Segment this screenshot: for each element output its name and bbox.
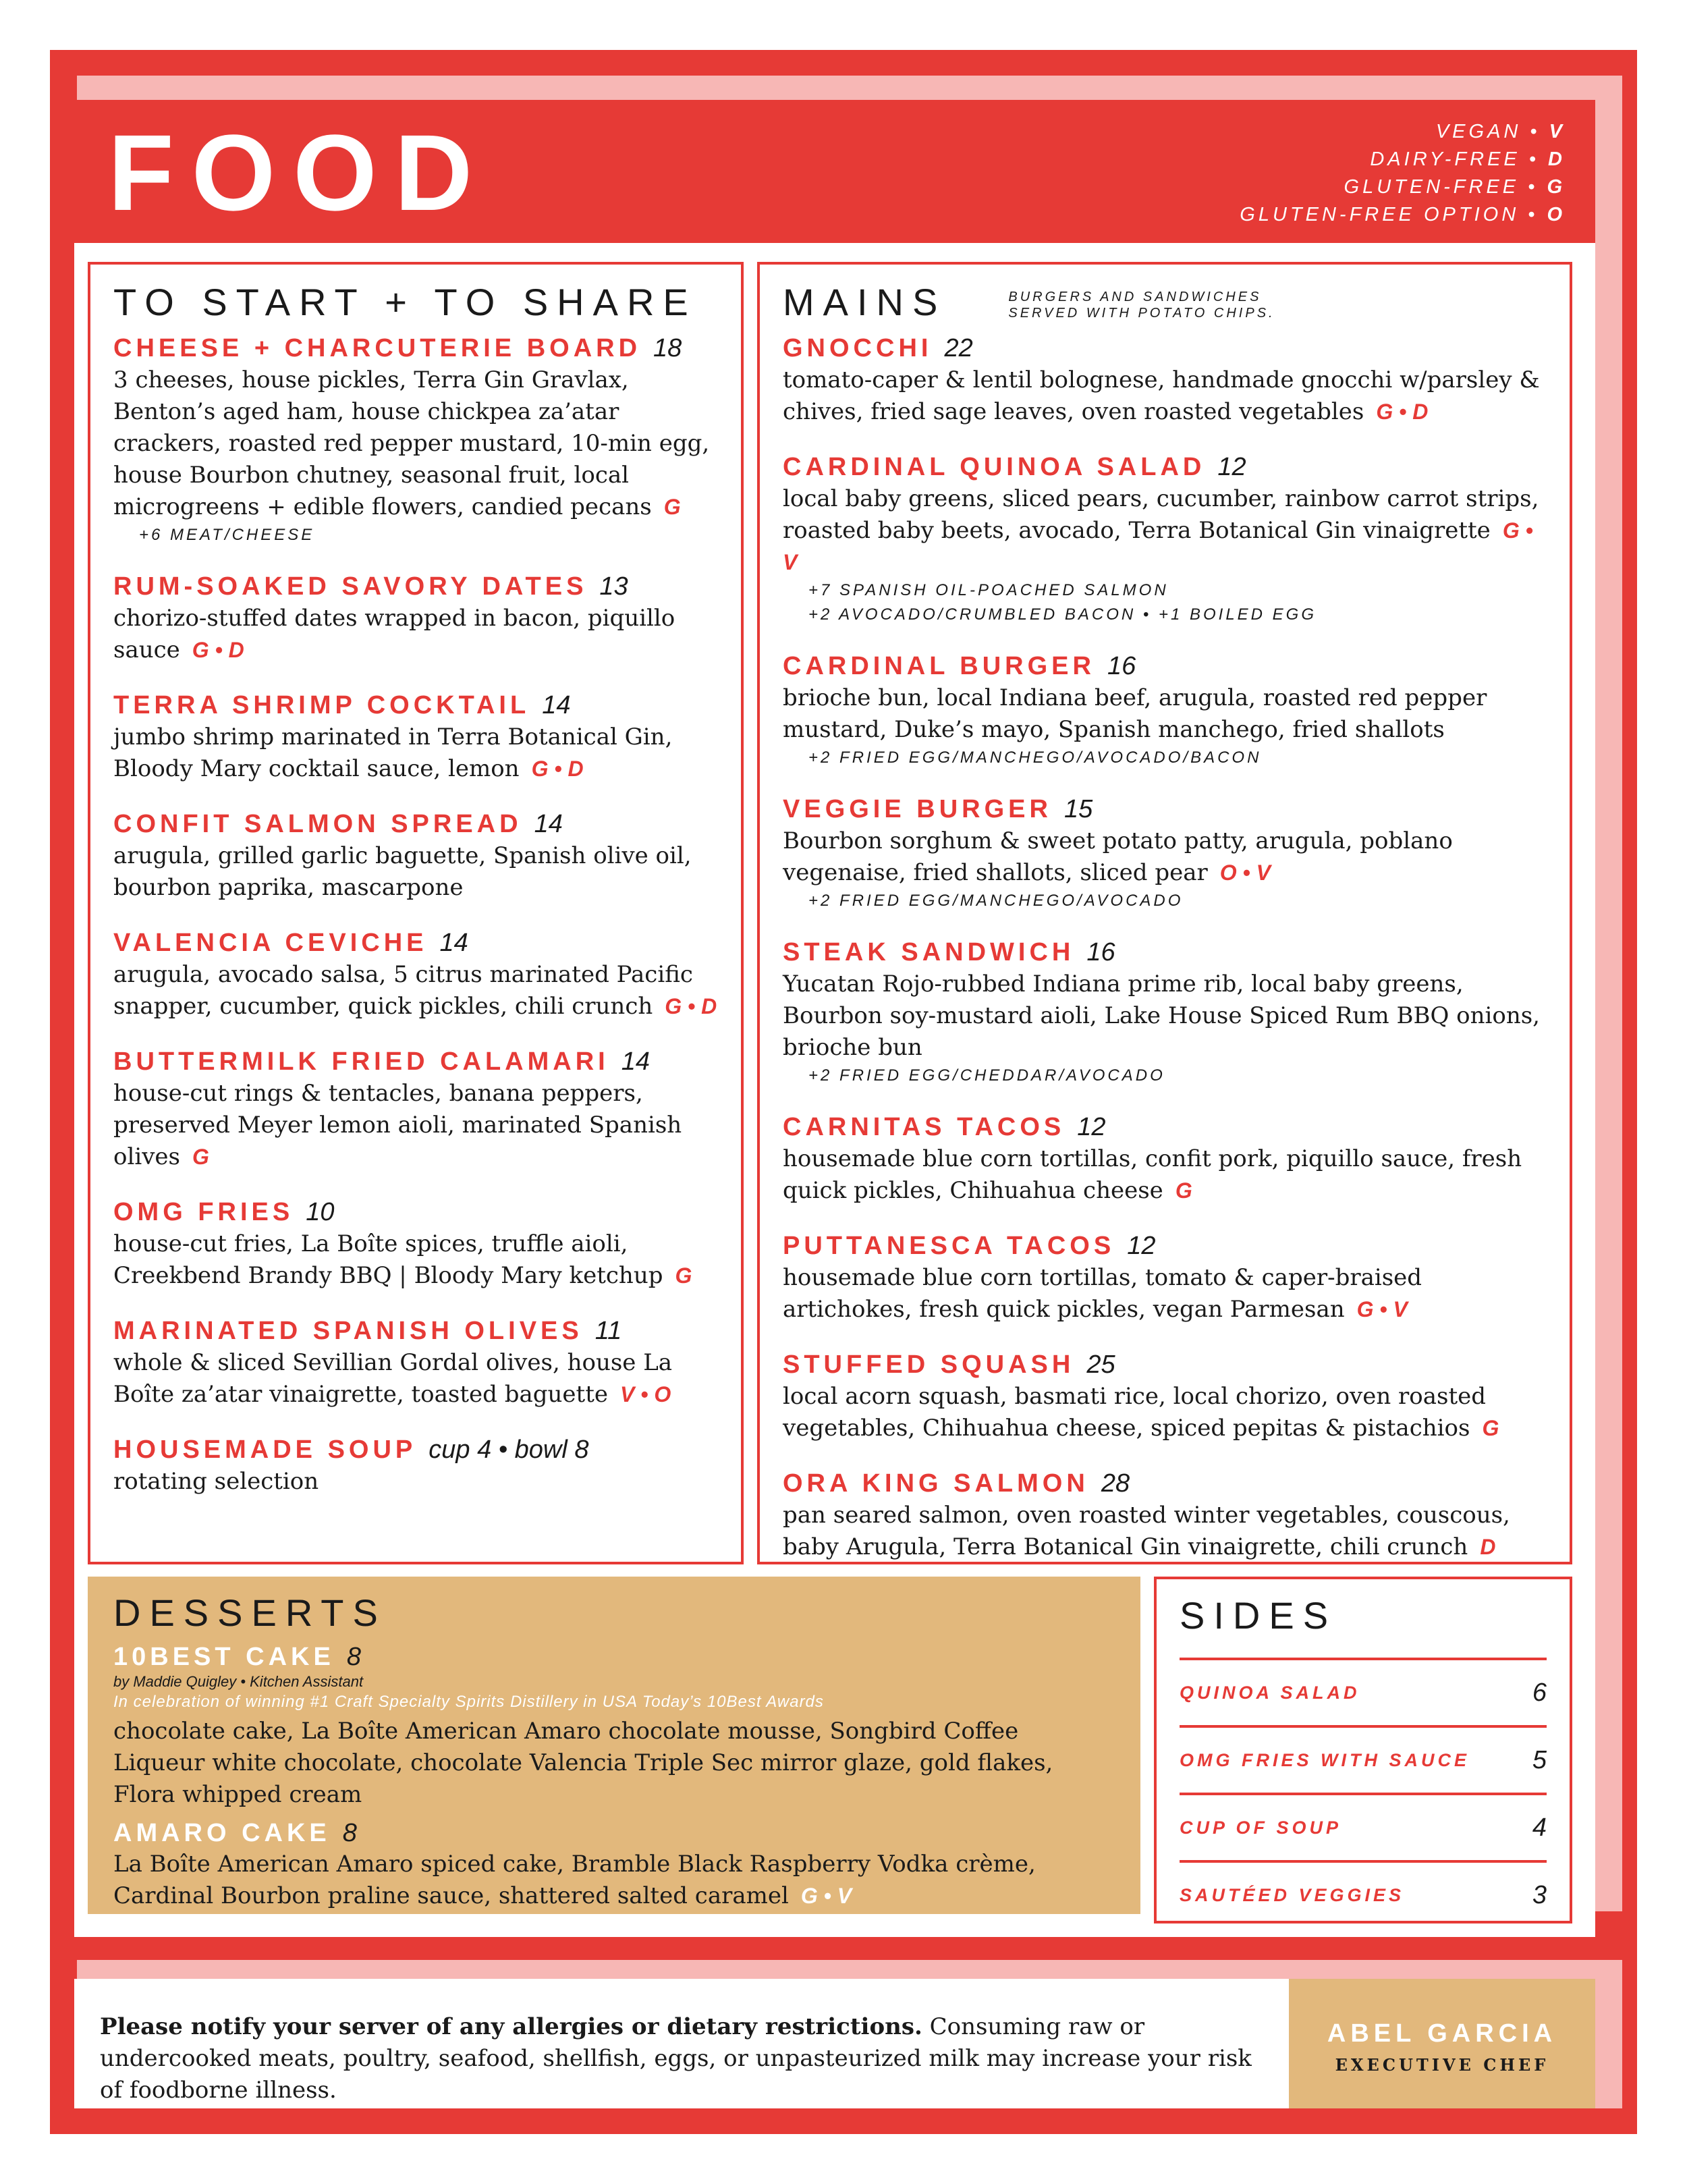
desserts-panel xyxy=(88,1577,1140,1933)
dessert-addon: +2 VANILLA BRIE ICE CREAM WITH LAKE HOUSE SPICED RUM xyxy=(139,1915,765,1933)
sides-list xyxy=(1180,1658,1547,1928)
mains-note: BURGERS AND SANDWICHES SERVED WITH POTATO CHIPS. xyxy=(1008,290,1275,321)
item-desc-text: rotating selection xyxy=(113,1468,319,1495)
item-name xyxy=(113,1196,718,1228)
legend-label: GLUTEN-FREE OPTION xyxy=(1240,204,1520,225)
side-name: OMG FRIES WITH SAUCE xyxy=(1180,1749,1470,1770)
item-price: cup 4 • bowl 8 xyxy=(428,1436,589,1464)
item-price: 13 xyxy=(599,572,628,601)
item-title: TERRA SHRIMP COCKTAIL xyxy=(113,691,530,719)
item-desc-text: local baby greens, sliced pears, cucumber, rainbow carrot strips, roasted baby beets, avocado, Terra Botanical Gin vinaigrette xyxy=(783,485,1539,544)
diet-tags: V • O xyxy=(619,1382,671,1407)
item-title: RUM-SOAKED SAVORY DATES xyxy=(113,572,588,601)
side-price: 5 xyxy=(1532,1745,1547,1774)
diet-tags: G • V xyxy=(783,518,1533,574)
item-desc-text: whole & sliced Sevillian Gordal olives, house La Boîte za’atar vinaigrette, toasted baguette xyxy=(113,1349,673,1408)
dessert-name: 10BEST CAKE 8 xyxy=(113,1643,361,1671)
dessert-celebration: In celebration of winning #1 Craft Specialty Spirits Distillery in USA Today’s 10Best Awards xyxy=(113,1693,824,1711)
menu-item xyxy=(783,1111,1547,1207)
item-desc-text: jumbo shrimp marinated in Terra Botanical Gin, Bloody Mary cocktail sauce, lemon xyxy=(113,724,673,782)
legend-row: VEGAN • V xyxy=(1435,121,1566,142)
legend-label: DAIRY-FREE xyxy=(1370,148,1520,170)
item-title: CONFIT SALMON SPREAD xyxy=(113,810,522,838)
item-desc xyxy=(113,1466,718,1498)
item-desc-text: chorizo-stuffed dates wrapped in bacon, piquillo sauce xyxy=(113,605,675,663)
item-desc xyxy=(783,1262,1547,1326)
allergy-notice-bold: Please notify your server of any allergies or dietary restrictions. xyxy=(100,2013,922,2040)
item-price: 15 xyxy=(1063,795,1093,823)
dessert-desc: chocolate cake, La Boîte American Amaro chocolate mousse, Songbird Coffee Liqueur white chocolate, chocolate Valencia Triple Sec mirror glaze, gold flakes, Flora whipped cream xyxy=(113,1718,1053,1808)
item-name xyxy=(783,332,1547,364)
diet-tags: G • V xyxy=(1356,1297,1408,1321)
item-addon: +2 FRIED EGG/MANCHEGO/AVOCADO/BACON xyxy=(808,748,1262,767)
sides-panel xyxy=(1154,1577,1572,1923)
menu-item xyxy=(783,793,1547,913)
legend-label: VEGAN xyxy=(1435,121,1522,142)
item-desc-text: housemade blue corn tortillas, confit pork, piquillo sauce, fresh quick pickles, Chihuahua cheese xyxy=(783,1145,1522,1204)
mains-list xyxy=(783,332,1547,1563)
item-name xyxy=(113,332,718,364)
dessert-price: 8 xyxy=(342,1819,357,1847)
page-title: FOOD xyxy=(108,112,491,233)
side-row xyxy=(1180,1860,1547,1928)
item-name xyxy=(783,1467,1547,1500)
item-title: VEGGIE BURGER xyxy=(783,795,1052,823)
item-price: 12 xyxy=(1217,453,1246,481)
chef-name: ABEL GARCIA xyxy=(1327,2019,1557,2048)
item-name xyxy=(783,1230,1547,1262)
item-name xyxy=(783,451,1547,483)
legend-code: G xyxy=(1547,176,1566,198)
item-addon: +2 FRIED EGG/MANCHEGO/AVOCADO xyxy=(808,892,1184,910)
item-desc xyxy=(113,721,718,785)
item-name xyxy=(783,650,1547,682)
item-title: OMG FRIES xyxy=(113,1198,294,1226)
item-price: 12 xyxy=(1077,1113,1106,1141)
item-name xyxy=(113,808,718,840)
item-desc xyxy=(113,840,718,904)
item-desc xyxy=(783,825,1547,889)
item-desc xyxy=(113,603,718,666)
item-name xyxy=(783,1348,1547,1381)
item-addon: +7 SPANISH OIL-POACHED SALMON xyxy=(808,581,1169,599)
diet-tags: G • V xyxy=(800,1884,852,1908)
item-title: GNOCCHI xyxy=(783,334,933,362)
side-name: QUINOA SALAD xyxy=(1180,1682,1360,1703)
item-title: VALENCIA CEVICHE xyxy=(113,929,428,957)
menu-item xyxy=(113,1315,718,1411)
frame-shadow-right xyxy=(1595,76,1622,1911)
item-name xyxy=(113,1045,718,1078)
sides-title: SIDES xyxy=(1180,1594,1337,1637)
item-addon: +2 FRIED EGG/CHEDDAR/AVOCADO xyxy=(808,1066,1165,1085)
menu-item xyxy=(783,332,1547,428)
item-desc xyxy=(113,1228,718,1292)
item-price: 16 xyxy=(1086,938,1115,966)
footer-shadow-right xyxy=(1595,1960,1622,2108)
diet-tags: G • D xyxy=(665,994,717,1018)
start-share-title: TO START + TO SHARE xyxy=(113,281,697,323)
menu-item xyxy=(113,1196,718,1292)
item-name xyxy=(113,689,718,721)
item-price: 25 xyxy=(1086,1350,1115,1379)
item-price: 14 xyxy=(534,810,563,838)
item-desc xyxy=(113,1347,718,1411)
legend-code: V xyxy=(1549,121,1566,142)
item-title: ORA KING SALMON xyxy=(783,1469,1089,1498)
start-share-list xyxy=(113,332,718,1498)
item-desc xyxy=(113,959,718,1022)
menu-item xyxy=(113,808,718,904)
item-price: 16 xyxy=(1107,652,1136,680)
desserts-title: DESSERTS xyxy=(113,1591,387,1634)
item-desc xyxy=(783,1500,1547,1563)
item-name xyxy=(113,927,718,959)
item-name xyxy=(113,1315,718,1347)
item-price: 22 xyxy=(944,334,973,362)
menu-item xyxy=(113,1434,718,1498)
item-desc-text: house-cut rings & tentacles, banana peppers, preserved Meyer lemon aioli, marinated Spanish olives xyxy=(113,1080,682,1170)
legend-row: DAIRY-FREE • D xyxy=(1370,148,1566,170)
mains-header xyxy=(783,283,1547,321)
item-price: 10 xyxy=(306,1198,335,1226)
side-price: 6 xyxy=(1532,1678,1547,1707)
item-desc xyxy=(113,364,718,523)
item-title: PUTTANESCA TACOS xyxy=(783,1232,1115,1260)
diet-tags: G xyxy=(1175,1178,1192,1203)
menu-item xyxy=(113,689,718,785)
mains-panel xyxy=(757,262,1572,1564)
side-row xyxy=(1180,1725,1547,1793)
item-name xyxy=(783,1111,1547,1143)
dessert-byline: by Maddie Quigley • Kitchen Assistant xyxy=(113,1673,364,1690)
item-title: CARDINAL QUINOA SALAD xyxy=(783,453,1206,481)
allergy-notice xyxy=(100,2011,1274,2106)
menu-item xyxy=(783,1230,1547,1326)
item-price: 14 xyxy=(621,1047,650,1076)
item-title: CARNITAS TACOS xyxy=(783,1113,1066,1141)
item-desc-text: tomato-caper & lentil bolognese, handmade gnocchi w/parsley & chives, fried sage leaves, oven roasted vegetables xyxy=(783,366,1540,425)
item-desc-text: housemade blue corn tortillas, tomato & caper-braised artichokes, fresh quick pickles, vegan Parmesan xyxy=(783,1264,1422,1323)
item-desc xyxy=(783,682,1547,746)
diet-tags: G xyxy=(663,495,681,519)
dessert-item xyxy=(113,1818,1115,1936)
item-name xyxy=(113,1434,718,1466)
legend-row: GLUTEN-FREE OPTION • O xyxy=(1240,204,1566,225)
side-name: CUP OF SOUP xyxy=(1180,1817,1342,1838)
diet-tags: O • V xyxy=(1219,861,1271,885)
item-name xyxy=(783,936,1547,968)
dessert-price: 8 xyxy=(346,1643,361,1671)
item-desc xyxy=(783,483,1547,578)
menu-item xyxy=(113,1045,718,1173)
side-price: 4 xyxy=(1532,1813,1547,1842)
item-name xyxy=(113,570,718,603)
item-title: MARINATED SPANISH OLIVES xyxy=(113,1317,583,1345)
menu-item xyxy=(113,927,718,1022)
legend-code: O xyxy=(1547,204,1566,225)
item-price: 14 xyxy=(542,691,571,719)
item-name xyxy=(783,793,1547,825)
item-desc-text: arugula, avocado salsa, 5 citrus marinated Pacific snapper, cucumber, quick pickles, chili crunch xyxy=(113,961,693,1020)
diet-tags: G • D xyxy=(1376,400,1429,424)
item-addon: +6 MEAT/CHEESE xyxy=(139,526,315,544)
diet-tags: G • D xyxy=(192,638,244,662)
legend-code: D xyxy=(1548,148,1566,170)
diet-tags: G • D xyxy=(531,757,584,781)
allergy-notice-text: Consuming raw or undercooked meats, poultry, seafood, shellfish, eggs, or unpasteurized milk may increase your risk of foodborne illness. xyxy=(100,2013,1252,2104)
item-desc-text: arugula, grilled garlic baguette, Spanish olive oil, bourbon paprika, mascarpone xyxy=(113,842,692,901)
item-desc-text: brioche bun, local Indiana beef, arugula, roasted red pepper mustard, Duke’s mayo, Spanish manchego, fried shallots xyxy=(783,684,1487,743)
item-desc-text: local acorn squash, basmati rice, local chorizo, oven roasted vegetables, Chihuahua cheese, spiced pepitas & pistachios xyxy=(783,1383,1487,1442)
item-price: 14 xyxy=(439,929,468,957)
menu-item xyxy=(783,1467,1547,1563)
item-title: STEAK SANDWICH xyxy=(783,938,1075,966)
item-desc-text: Yucatan Rojo-rubbed Indiana prime rib, local baby greens, Bourbon soy-mustard aioli, Lake House Spiced Rum BBQ onions, brioche bun xyxy=(783,971,1540,1061)
dessert-item xyxy=(113,1641,1115,1811)
item-desc-text: Bourbon sorghum & sweet potato patty, arugula, poblano vegenaise, fried shallots, sliced pear xyxy=(783,827,1453,886)
item-price: 12 xyxy=(1127,1232,1156,1260)
dessert-desc: La Boîte American Amaro spiced cake, Bramble Black Raspberry Vodka crème, Cardinal Bourbon praline sauce, shattered salted caramel G • V xyxy=(113,1851,1036,1909)
chef-title: EXECUTIVE CHEF xyxy=(1335,2055,1549,2075)
item-title: CARDINAL BURGER xyxy=(783,652,1095,680)
item-title: CHEESE + CHARCUTERIE BOARD xyxy=(113,334,642,362)
frame-shadow-top xyxy=(77,76,1609,100)
menu-item xyxy=(113,332,718,547)
item-title: HOUSEMADE SOUP xyxy=(113,1436,417,1464)
item-price: 18 xyxy=(653,334,682,362)
legend-row: GLUTEN-FREE • G xyxy=(1344,176,1566,198)
menu-item xyxy=(783,1348,1547,1444)
item-desc-text: 3 cheeses, house pickles, Terra Gin Gravlax, Benton’s aged ham, house chickpea za’atar crackers, roasted red pepper mustard, 10-min egg, house Bourbon chutney, seasonal fruit, local microgreens + edible flowers, candied pecans xyxy=(113,366,710,520)
side-row xyxy=(1180,1793,1547,1860)
item-desc xyxy=(113,1078,718,1173)
item-title: BUTTERMILK FRIED CALAMARI xyxy=(113,1047,609,1076)
diet-legend xyxy=(1240,118,1566,229)
side-name: SAUTÉED VEGGIES xyxy=(1180,1884,1405,1905)
item-desc-text: pan seared salmon, oven roasted winter vegetables, couscous, baby Arugula, Terra Botanical Gin vinaigrette, chili crunch xyxy=(783,1502,1510,1560)
mains-title: MAINS xyxy=(783,281,947,323)
chef-box xyxy=(1289,1979,1595,2108)
menu-item xyxy=(113,570,718,666)
item-desc xyxy=(783,364,1547,428)
diet-tags: G xyxy=(1482,1416,1499,1440)
item-desc xyxy=(783,1381,1547,1444)
diet-tags: G xyxy=(192,1145,209,1169)
start-share-panel xyxy=(88,262,744,1564)
item-price: 28 xyxy=(1101,1469,1130,1498)
side-row xyxy=(1180,1658,1547,1725)
item-desc xyxy=(783,968,1547,1064)
item-title: STUFFED SQUASH xyxy=(783,1350,1075,1379)
diet-tags: G xyxy=(675,1263,692,1288)
menu-item xyxy=(783,650,1547,770)
side-price: 3 xyxy=(1532,1880,1547,1909)
item-addon: +2 AVOCADO/CRUMBLED BACON • +1 BOILED EGG xyxy=(808,605,1317,624)
item-desc xyxy=(783,1143,1547,1207)
footer-shadow-top xyxy=(77,1960,1609,1980)
menu-item xyxy=(783,936,1547,1088)
legend-label: GLUTEN-FREE xyxy=(1344,176,1520,198)
item-desc-text: house-cut fries, La Boîte spices, truffle aioli, Creekbend Brandy BBQ | Bloody Mary ketchup xyxy=(113,1230,663,1289)
diet-tags: D xyxy=(1480,1535,1496,1559)
item-price: 11 xyxy=(594,1317,622,1345)
dessert-name: AMARO CAKE 8 xyxy=(113,1819,357,1847)
menu-item xyxy=(783,451,1547,627)
